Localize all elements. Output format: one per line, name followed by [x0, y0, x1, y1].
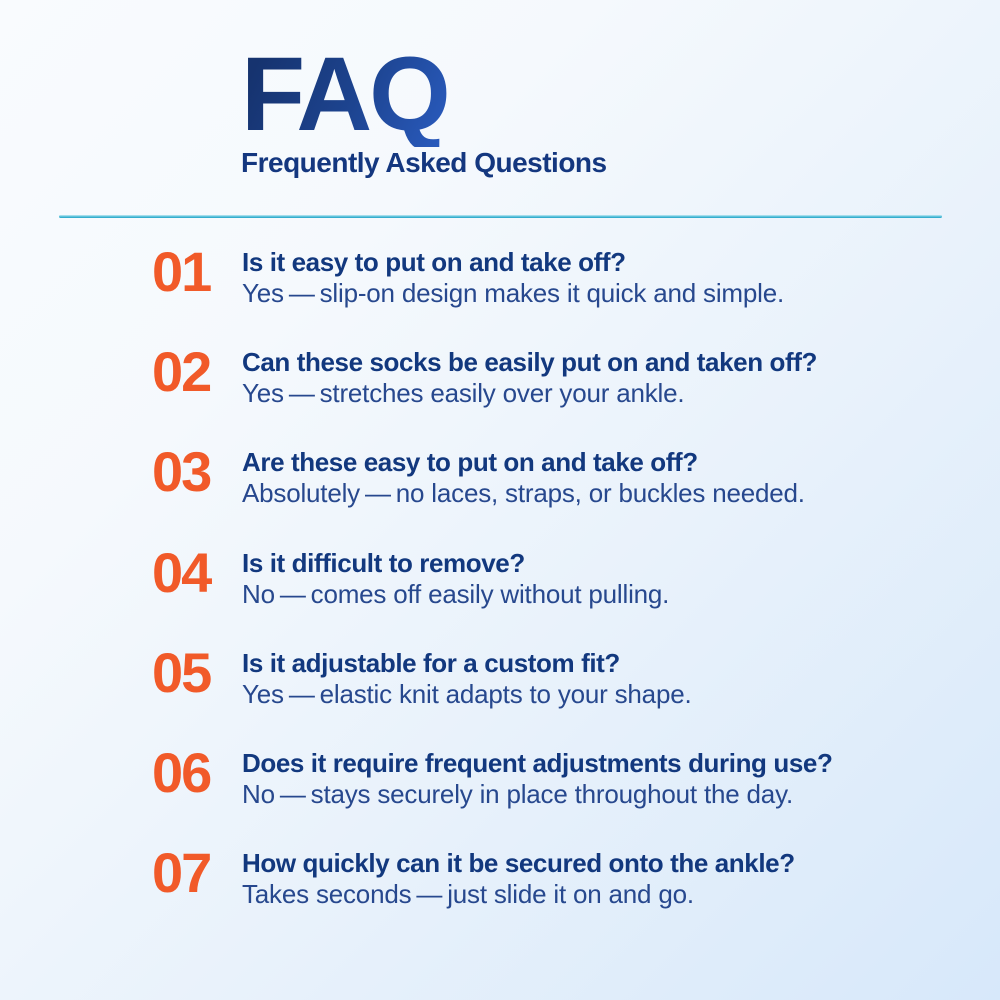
faq-answer: Absolutely — no laces, straps, or buckles needed.: [242, 478, 805, 509]
faq-question: Can these socks be easily put on and taken off?: [242, 347, 818, 378]
faq-answer: Yes — elastic knit adapts to your shape.: [242, 678, 692, 709]
divider-line: [59, 215, 942, 218]
page-title: FAQ: [241, 36, 448, 153]
faq-answer: Takes seconds — just slide it on and go.: [242, 879, 694, 910]
faq-number: 06: [152, 740, 211, 804]
faq-item-5: [152, 640, 945, 709]
faq-answer: Yes — slip-on design makes it quick and simple.: [242, 278, 784, 309]
faq-item-7: [152, 841, 945, 910]
faq-number: 02: [152, 340, 211, 404]
faq-answer: Yes — stretches easily over your ankle.: [242, 378, 685, 409]
faq-item-4: [152, 540, 945, 609]
faq-question: Are these easy to put on and take off?: [242, 447, 698, 478]
faq-question: Is it adjustable for a custom fit?: [242, 647, 620, 678]
faq-number: 03: [152, 440, 211, 504]
faq-question: How quickly can it be secured onto the ankle?: [242, 848, 795, 879]
faq-item-2: [152, 340, 945, 409]
faq-question: Is it easy to put on and take off?: [242, 247, 626, 277]
faq-question: Is it difficult to remove?: [242, 547, 525, 578]
faq-question: Does it require frequent adjustments during use?: [242, 747, 833, 778]
faq-answer: No — comes off easily without pulling.: [242, 578, 670, 609]
faq-item-6: [152, 740, 945, 810]
faq-number: 01: [152, 240, 211, 303]
page-subtitle: Frequently Asked Questions: [241, 147, 607, 178]
faq-list: [152, 240, 945, 949]
header: [241, 36, 607, 179]
faq-answer: No — stays securely in place throughout the day.: [242, 779, 793, 810]
faq-number: 04: [152, 540, 211, 604]
faq-number: 05: [152, 640, 211, 704]
faq-number: 07: [152, 841, 211, 905]
faq-item-1: [152, 240, 945, 309]
faq-item-3: [152, 440, 945, 509]
